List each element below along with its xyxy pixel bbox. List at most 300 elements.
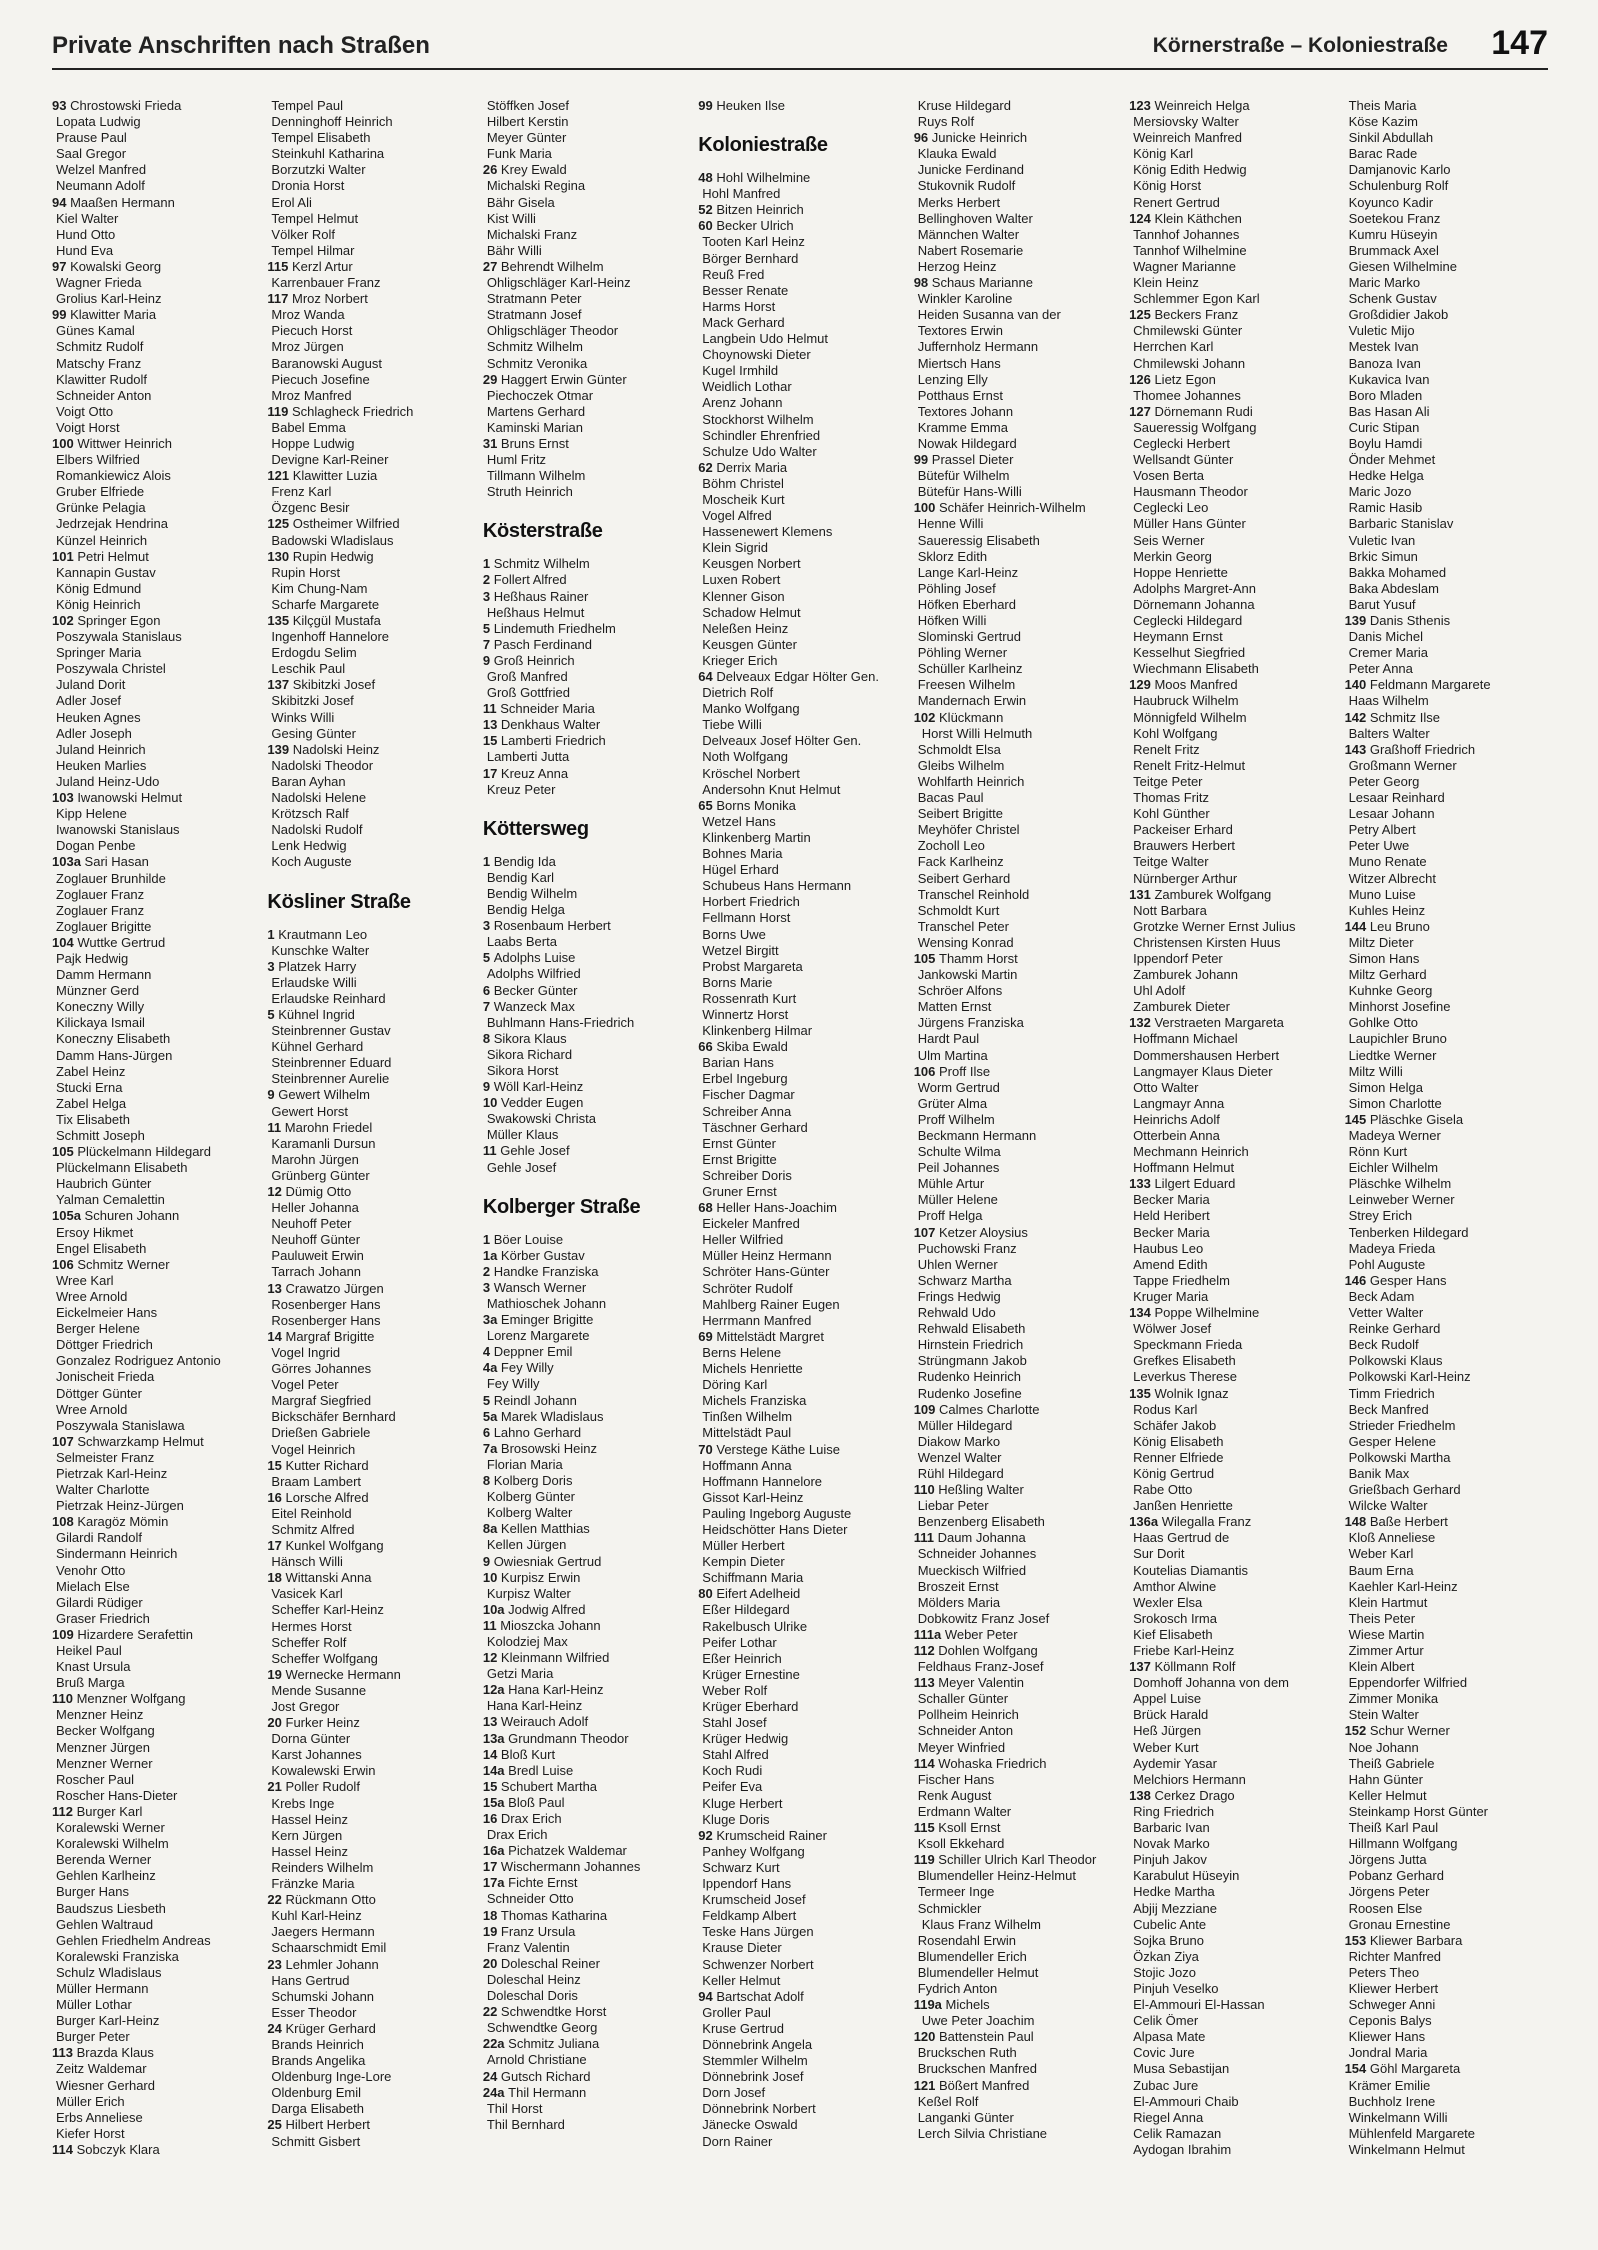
house-number: 103 [52, 790, 78, 806]
resident-name: Platzek Harry [278, 958, 357, 974]
resident-entry [483, 1618, 690, 1634]
resident-name: Barut Yusuf [1348, 596, 1416, 612]
resident-entry [698, 444, 905, 460]
resident-entry [1345, 1643, 1552, 1659]
resident-entry [1345, 130, 1552, 146]
house-number: 136a [1129, 1514, 1162, 1530]
resident-entry [698, 653, 905, 669]
resident-name: Gewert Horst [271, 1103, 348, 1119]
resident-entry [1345, 1031, 1552, 1047]
resident-entry [1345, 613, 1552, 629]
resident-name: Sobczyk Klara [76, 2141, 160, 2157]
resident-entry [483, 1972, 690, 1988]
resident-entry [483, 2117, 690, 2133]
resident-name: Mielach Else [56, 1578, 130, 1594]
resident-name: Swakowski Christa [486, 1111, 596, 1127]
resident-name: Keusgen Norbert [702, 556, 801, 572]
resident-name: Gruner Ernst [702, 1184, 777, 1199]
resident-name: Schindler Ehrenfried [702, 427, 821, 443]
resident-entry [483, 195, 690, 211]
resident-entry [1345, 1820, 1552, 1836]
resident-name: Fischer Dagmar [702, 1087, 795, 1103]
resident-entry [698, 1345, 905, 1361]
resident-entry [267, 468, 474, 484]
resident-entry [914, 259, 1121, 275]
resident-entry [267, 1055, 474, 1071]
resident-entry [1345, 1740, 1552, 1756]
resident-entry [483, 1127, 690, 1143]
resident-name: Pläschke Gisela [1369, 1111, 1464, 1127]
resident-entry [914, 1144, 1121, 1160]
resident-entry [52, 597, 259, 613]
resident-name: Wiechmann Elisabeth [1133, 661, 1259, 677]
resident-name: Adolphs Luise [493, 950, 576, 966]
resident-name: Krautmann Leo [278, 926, 368, 942]
resident-entry [52, 162, 259, 178]
resident-name: Hassel Heinz [271, 1811, 349, 1827]
resident-entry [267, 452, 474, 468]
resident-entry [914, 1096, 1121, 1112]
house-number: 62 [698, 459, 717, 475]
resident-name: Arenz Johann [702, 395, 783, 411]
resident-name: Lilgert Eduard [1154, 1176, 1236, 1192]
resident-entry [1129, 2142, 1336, 2158]
resident-entry [1345, 388, 1552, 404]
resident-name: Denninghoff Heinrich [271, 114, 393, 130]
resident-name: Steinbrenner Eduard [271, 1055, 392, 1071]
resident-entry [914, 2013, 1121, 2029]
resident-entry [52, 549, 259, 565]
resident-entry [267, 227, 474, 243]
resident-entry [698, 1442, 905, 1458]
resident-entry [1129, 211, 1336, 227]
resident-name: Kröschel Norbert [702, 765, 800, 781]
resident-name: Tarrach Johann [271, 1264, 362, 1280]
resident-name: Meyer Winfried [917, 1739, 1006, 1755]
resident-name: Held Heribert [1133, 1208, 1210, 1224]
resident-entry [914, 1643, 1121, 1659]
resident-name: Marohn Jürgen [271, 1151, 359, 1167]
resident-name: Furker Heinz [285, 1715, 360, 1731]
resident-name: Kunkel Wolfgang [285, 1538, 384, 1554]
resident-name: Krumscheid Rainer [716, 1827, 827, 1843]
resident-entry [1129, 565, 1336, 581]
resident-name: Blumendeller Erich [917, 1948, 1027, 1964]
resident-entry [698, 959, 905, 975]
resident-entry [267, 1377, 474, 1393]
resident-entry [483, 1537, 690, 1553]
resident-entry [914, 1627, 1121, 1643]
house-number: 25 [267, 2117, 286, 2133]
resident-name: Drax Erich [500, 1811, 562, 1826]
resident-entry [914, 1933, 1121, 1949]
resident-name: Fichte Ernst [508, 1875, 578, 1891]
resident-name: Böer Louise [493, 1231, 564, 1247]
resident-name: Haubus Leo [1133, 1240, 1204, 1256]
resident-entry [698, 701, 905, 717]
resident-name: Weber Rolf [702, 1682, 768, 1698]
house-number: 127 [1129, 403, 1155, 419]
resident-entry [914, 2110, 1121, 2126]
resident-entry [483, 572, 690, 588]
resident-name: Karabulut Hüseyin [1133, 1868, 1240, 1884]
resident-name: Kurpisz Walter [486, 1585, 571, 1601]
resident-entry [483, 452, 690, 468]
resident-entry [52, 1305, 259, 1321]
resident-entry [914, 1868, 1121, 1884]
house-number: 70 [698, 1441, 717, 1457]
resident-entry [1345, 404, 1552, 420]
resident-entry [698, 1763, 905, 1779]
resident-name: Dommershausen Herbert [1133, 1047, 1280, 1063]
resident-entry [1345, 871, 1552, 887]
resident-name: Menzner Wolfgang [76, 1691, 186, 1707]
resident-entry [698, 556, 905, 572]
resident-entry [483, 1280, 690, 1296]
resident-entry [52, 887, 259, 903]
resident-entry [52, 388, 259, 404]
house-number: 99 [913, 452, 932, 468]
resident-entry [483, 1908, 690, 1924]
resident-name: Bähr Gisela [486, 194, 555, 210]
resident-name: Ippendorf Peter [1133, 950, 1223, 966]
resident-entry [1345, 1096, 1552, 1112]
resident-entry [914, 710, 1121, 726]
resident-entry [698, 1200, 905, 1216]
resident-entry [698, 830, 905, 846]
resident-name: Günes Kamal [56, 323, 135, 339]
resident-entry [267, 1361, 474, 1377]
resident-entry [698, 1538, 905, 1554]
house-number: 107 [52, 1433, 78, 1449]
resident-entry [1345, 661, 1552, 677]
resident-entry [1345, 468, 1552, 484]
resident-entry [267, 1232, 474, 1248]
resident-entry [1129, 1064, 1336, 1080]
resident-entry [1345, 1466, 1552, 1482]
resident-name: Klückmann [939, 709, 1004, 725]
resident-name: Heßling Walter [938, 1482, 1024, 1498]
resident-name: Tenberken Hildegard [1348, 1224, 1469, 1240]
resident-entry [1129, 1530, 1336, 1546]
resident-entry [483, 146, 690, 162]
house-number: 100 [913, 500, 940, 516]
resident-name: Tiebe Willi [702, 717, 762, 733]
resident-entry [1345, 1836, 1552, 1852]
resident-name: Brazda Klaus [76, 2045, 154, 2061]
house-number: 93 [52, 98, 71, 113]
resident-entry [914, 1289, 1121, 1305]
resident-entry [483, 605, 690, 621]
resident-entry [52, 1675, 259, 1691]
resident-entry [914, 1128, 1121, 1144]
resident-name: Getzi Maria [486, 1666, 554, 1682]
resident-name: Janßen Henriette [1133, 1498, 1233, 1514]
resident-name: Schmitt Joseph [56, 1128, 145, 1143]
resident-entry [267, 1168, 474, 1184]
resident-entry [1129, 162, 1336, 178]
resident-entry [267, 613, 474, 629]
resident-entry [1345, 1563, 1552, 1579]
resident-entry [914, 1981, 1121, 1997]
resident-name: Zabel Heinz [56, 1063, 126, 1079]
resident-name: Hana Karl-Heinz [508, 1682, 604, 1698]
resident-name: Mroz Manfred [271, 387, 352, 403]
house-number: 133 [1129, 1176, 1155, 1192]
resident-entry [52, 227, 259, 243]
resident-name: Baudszus Liesbeth [56, 1900, 166, 1916]
resident-entry [483, 2069, 690, 2085]
resident-name: Langmayer Klaus Dieter [1133, 1063, 1273, 1079]
resident-name: Puchowski Franz [917, 1240, 1017, 1256]
resident-entry [52, 259, 259, 275]
resident-name: Selmeister Franz [56, 1449, 155, 1465]
house-number: 17 [482, 1859, 501, 1875]
house-number: 1 [482, 1231, 494, 1247]
resident-name: Bendig Karl [486, 869, 555, 885]
resident-name: Liebar Peter [917, 1498, 989, 1514]
resident-entry [698, 1957, 905, 1973]
resident-name: Polkowski Martha [1348, 1449, 1451, 1465]
resident-entry [698, 927, 905, 943]
resident-name: Gehlen Friedhelm Andreas [56, 1932, 211, 1948]
resident-entry [1345, 1723, 1552, 1739]
resident-name: Mechmann Heinrich [1133, 1144, 1249, 1160]
resident-name: Seibert Gerhard [917, 870, 1011, 886]
resident-name: Schaus Marianne [931, 275, 1033, 291]
house-number: 18 [267, 1570, 286, 1586]
resident-entry [1129, 1321, 1336, 1337]
resident-name: Wöll Karl-Heinz [493, 1079, 584, 1095]
resident-entry [698, 1361, 905, 1377]
resident-name: Rakelbusch Ulrike [702, 1618, 808, 1634]
resident-entry [1345, 1949, 1552, 1965]
resident-entry [52, 1369, 259, 1385]
resident-name: Grefkes Elisabeth [1133, 1353, 1236, 1369]
resident-entry [267, 1264, 474, 1280]
resident-name: Schäfer Heinrich-Wilhelm [939, 500, 1086, 516]
resident-name: Broszeit Ernst [917, 1578, 999, 1594]
resident-name: Laupichler Bruno [1348, 1031, 1447, 1047]
resident-name: Gronau Ernestine [1348, 1916, 1451, 1932]
resident-name: Özkan Ziya [1133, 1948, 1199, 1964]
resident-entry [698, 1892, 905, 1908]
resident-name: Banoza Ivan [1348, 355, 1421, 371]
resident-name: Banik Max [1348, 1465, 1410, 1481]
resident-entry [483, 918, 690, 934]
resident-entry [483, 162, 690, 178]
resident-name: Chrostowski Frieda [70, 98, 182, 113]
resident-entry [267, 1184, 474, 1200]
resident-entry [52, 1965, 259, 1981]
resident-name: Verstraeten Margareta [1154, 1015, 1284, 1031]
resident-name: Elbers Wilfried [56, 452, 140, 468]
resident-name: Walter Charlotte [56, 1482, 150, 1498]
resident-name: Fränzke Maria [271, 1876, 355, 1892]
resident-entry [914, 1740, 1121, 1756]
resident-entry [267, 1329, 474, 1345]
resident-entry [1129, 581, 1336, 597]
resident-entry [698, 315, 905, 331]
resident-entry [698, 894, 905, 910]
resident-entry [267, 1297, 474, 1313]
resident-name: Bartschat Adolf [716, 1988, 804, 2004]
resident-name: Mölders Maria [917, 1594, 1001, 1610]
resident-name: Horst Willi Helmuth [921, 725, 1033, 741]
resident-name: Ceponis Balys [1348, 2013, 1432, 2029]
house-number: 153 [1344, 1932, 1370, 1948]
resident-entry [698, 98, 905, 114]
house-number: 125 [267, 516, 293, 532]
resident-entry [483, 323, 690, 339]
resident-name: Becker Maria [1133, 1224, 1210, 1240]
resident-name: Cubelic Ante [1133, 1916, 1207, 1932]
house-number: 13 [482, 717, 501, 733]
resident-entry [52, 356, 259, 372]
resident-name: Höfken Willi [917, 613, 987, 628]
resident-name: Haubrich Günter [56, 1176, 152, 1192]
resident-entry [52, 1015, 259, 1031]
resident-name: Oldenburg Emil [271, 2085, 362, 2101]
resident-entry [267, 1345, 474, 1361]
resident-entry [483, 653, 690, 669]
resident-name: Klinkenberg Hilmar [702, 1023, 813, 1039]
resident-entry [483, 1425, 690, 1441]
resident-name: Wree Karl [56, 1272, 114, 1288]
resident-entry [914, 1337, 1121, 1353]
resident-entry [483, 114, 690, 130]
resident-name: Kruger Maria [1133, 1288, 1209, 1304]
resident-name: Besser Renate [702, 282, 789, 298]
resident-entry [698, 202, 905, 218]
resident-name: Theis Peter [1348, 1610, 1416, 1626]
resident-entry [1345, 227, 1552, 243]
resident-entry [914, 227, 1121, 243]
house-number: 12 [482, 1650, 501, 1666]
resident-entry [483, 733, 690, 749]
resident-name: Winkler Karoline [917, 291, 1013, 307]
resident-entry [1129, 1386, 1336, 1402]
resident-name: Muno Luise [1348, 886, 1416, 902]
resident-entry [52, 1241, 259, 1257]
resident-entry [698, 766, 905, 782]
resident-entry [1129, 645, 1336, 661]
resident-entry [267, 1635, 474, 1651]
resident-name: Erbel Ingeburg [702, 1071, 788, 1087]
resident-entry [914, 1257, 1121, 1273]
house-number: 17 [482, 765, 501, 781]
resident-entry [483, 983, 690, 999]
resident-name: Männchen Walter [917, 226, 1020, 242]
resident-entry [483, 372, 690, 388]
resident-entry [483, 1473, 690, 1489]
resident-entry [1129, 1418, 1336, 1434]
resident-name: Becker Wolfgang [56, 1723, 155, 1739]
resident-entry [914, 1788, 1121, 1804]
resident-name: Lietz Egon [1154, 371, 1216, 387]
resident-entry [914, 1723, 1121, 1739]
resident-entry [267, 2053, 474, 2069]
resident-name: Schneider Otto [486, 1891, 574, 1907]
resident-name: Kreuz Peter [486, 781, 556, 797]
resident-entry [1129, 967, 1336, 983]
resident-name: Heinrichs Adolf [1133, 1111, 1220, 1127]
resident-entry [52, 1756, 259, 1772]
resident-entry [52, 1563, 259, 1579]
resident-entry [1345, 693, 1552, 709]
house-number: 6 [482, 982, 494, 998]
resident-entry [483, 766, 690, 782]
resident-entry [267, 597, 474, 613]
resident-name: Heymann Ernst [1133, 629, 1223, 645]
resident-name: Schwarz Martha [917, 1272, 1012, 1288]
resident-name: Wetzel Hans [702, 813, 776, 829]
resident-entry [483, 1031, 690, 1047]
resident-name: Srokosch Irma [1133, 1610, 1217, 1626]
resident-name: Herzog Heinz [917, 258, 997, 274]
resident-name: Weinreich Manfred [1133, 130, 1243, 146]
resident-entry [914, 500, 1121, 516]
resident-name: Sojka Bruno [1133, 1932, 1204, 1948]
resident-name: Lesaar Reinhard [1348, 790, 1445, 806]
house-number: 7 [482, 998, 494, 1014]
house-number: 111 [913, 1530, 938, 1546]
resident-name: Krause Dieter [702, 1940, 782, 1956]
column-4 [698, 98, 905, 2238]
house-number: 29 [482, 371, 501, 387]
resident-name: Hund Otto [56, 226, 116, 242]
resident-entry [483, 1376, 690, 1392]
resident-entry [483, 307, 690, 323]
resident-entry [1345, 1965, 1552, 1981]
resident-entry [1345, 919, 1552, 935]
resident-entry [52, 1144, 259, 1160]
resident-entry [483, 1143, 690, 1159]
resident-entry [914, 339, 1121, 355]
resident-entry [267, 1087, 474, 1103]
resident-name: Lehmler Johann [285, 1956, 379, 1972]
resident-entry [1129, 98, 1336, 114]
resident-entry [914, 114, 1121, 130]
house-number: 10 [482, 1095, 501, 1111]
resident-entry [1345, 1530, 1552, 1546]
resident-entry [483, 1095, 690, 1111]
resident-name: Hausmann Theodor [1133, 484, 1248, 500]
resident-name: Sinkil Abdullah [1348, 130, 1434, 146]
resident-entry [483, 1682, 690, 1698]
resident-entry [914, 2078, 1121, 2094]
resident-entry [52, 1080, 259, 1096]
resident-entry [52, 2110, 259, 2126]
resident-entry [698, 1297, 905, 1313]
house-number: 52 [698, 202, 717, 218]
resident-entry [1129, 1450, 1336, 1466]
resident-entry [1129, 130, 1336, 146]
resident-name: Vogel Heinrich [271, 1441, 356, 1457]
resident-entry [698, 1715, 905, 1731]
resident-entry [483, 1063, 690, 1079]
resident-entry [52, 903, 259, 919]
resident-entry [483, 291, 690, 307]
resident-entry [914, 1080, 1121, 1096]
resident-entry [698, 1152, 905, 1168]
resident-entry [698, 685, 905, 701]
resident-name: Müller Hans Günter [1133, 516, 1246, 532]
resident-entry [1345, 1756, 1552, 1772]
house-number: 1 [482, 853, 494, 869]
house-number: 14 [482, 1746, 501, 1762]
resident-name: Bas Hasan Ali [1348, 403, 1430, 419]
